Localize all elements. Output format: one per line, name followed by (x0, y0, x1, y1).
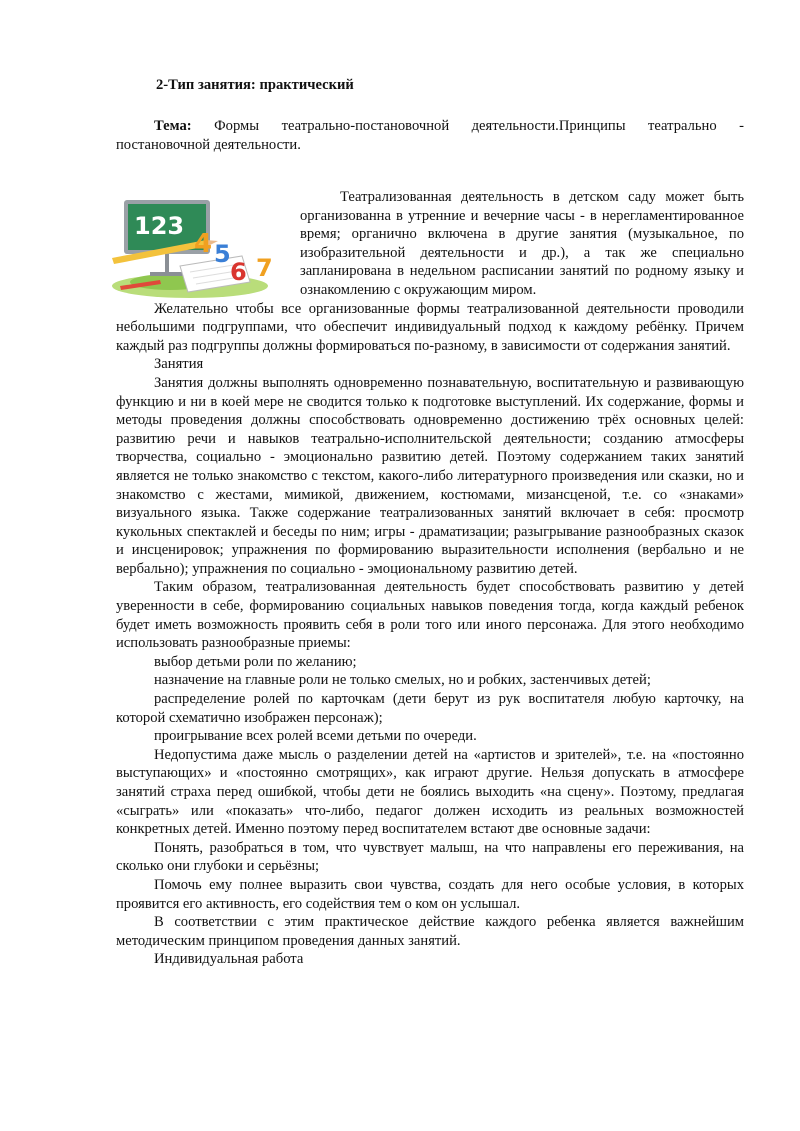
illustration-wrap-space (116, 188, 300, 298)
paragraph: Недопустима даже мысль о разделении детей на «артистов и зрителей», т.е. на «постоянно выступающих» и «постоянно смотрящих», как играют другие. Нельзя допускать в атмосфере занятий страха перед ошибкой, чтобы дети не боялись выходить «на сцену». Поэтому, предлагая «сыграть» или «показать» что-либо, педагог должен исходить из реальных возможностей конкретных детей. Именно поэтому перед воспитателем встают две основные задачи: (116, 746, 744, 838)
paragraph: Занятия должны выполнять одновременно познавательную, воспитательную и развивающую функцию и ни в коей мере не сводится только к подготовке выступлений. Их содержание, формы и методы проведения должны способствовать одновременно достижению трёх основных целей: развитию речи и навыков театрально-исполнительской деятельности; созданию атмосферы творчества, социально - эмоционально развитию детей. Поэтому содержанием таких занятий является не только знакомство с текстом, какого-либо литературного произведения или сказки, но и знакомство с жестами, мимикой, движением, костюмами, мизансценой, т.е. со «знаками» визуального языка. Также содержание театрализованных занятий включает в себя: просмотр кукольных спектаклей и беседы по ним; игры - драматизации; разыгрывание разнообразных сказок и инсценировок; упражнения по формированию выразительности исполнения (вербально и не вербально); упражнения по социально - эмоциональному развитию детей. (116, 374, 744, 577)
paragraph: Таким образом, театрализованная деятельность будет способствовать развитию у детей уверенности в себе, формированию социальных навыков поведения тогда, когда каждый ребенок будет иметь возможность проявить себя в роли того или иного персонажа. Для этого необходимо использовать разнообразные приемы: (116, 579, 744, 652)
digit-5: 5 (214, 240, 231, 268)
section-label-individual-work: Индивидуальная работа (154, 951, 304, 968)
board-digits: 123 (134, 212, 185, 240)
task-item: Понять, разобраться в том, что чувствует малыш, на что направлены его переживания, на сколько они глубоки и серьёзны; (116, 839, 744, 875)
paragraph: В соответствии с этим практическое действие каждого ребенка является важнейшим методическим принципом проведения данных занятий. (116, 914, 744, 949)
section-label-lessons: Занятия (154, 356, 204, 373)
topic-paragraph (116, 117, 744, 154)
topic-label: Тема: (154, 118, 192, 134)
document-body (116, 188, 744, 969)
paragraph: Театрализованная деятельность в детском саду может быть организованна в утренние и вечерние часы - в нерегламентированное время; органично включена в другие занятия (музыкальное, по изобразительной деятельности и др.), а так же специально запланирована в недельном расписании занятий по родному языку и ознакомлению с окружающим миром. (300, 189, 744, 298)
lesson-type-heading: 2-Тип занятия: практический (156, 77, 354, 93)
paragraph: Желательно чтобы все организованные формы театрализованной деятельности проводили небольшими подгруппами, что обеспечит индивидуальный подход к каждому ребёнку. Причем каждый раз подгруппы должны формироваться по-разному, в зависимости от содержания занятий. (116, 300, 744, 354)
list-item: проигрывание всех ролей всеми детьми по очереди. (154, 728, 477, 745)
digit-6: 6 (230, 258, 247, 286)
list-item: выбор детьми роли по желанию; (154, 653, 357, 670)
topic-text: Формы театрально-постановочной деятельности.Принципы театрально - постановочной деятельности. (116, 118, 744, 153)
digit-7: 7 (256, 254, 273, 282)
list-item: назначение на главные роли не только смелых, но и робких, застенчивых детей; (154, 672, 651, 689)
task-item: Помочь ему полнее выразить свои чувства, создать для него особые условия, в которых проявится его активность, его содействия тем о ком он услышал. (116, 876, 744, 912)
digit-4: 4 (194, 229, 213, 259)
list-item: распределение ролей по карточкам (дети берут из рук воспитателя любую карточку, на которой схематично изображен персонаж); (116, 691, 744, 726)
